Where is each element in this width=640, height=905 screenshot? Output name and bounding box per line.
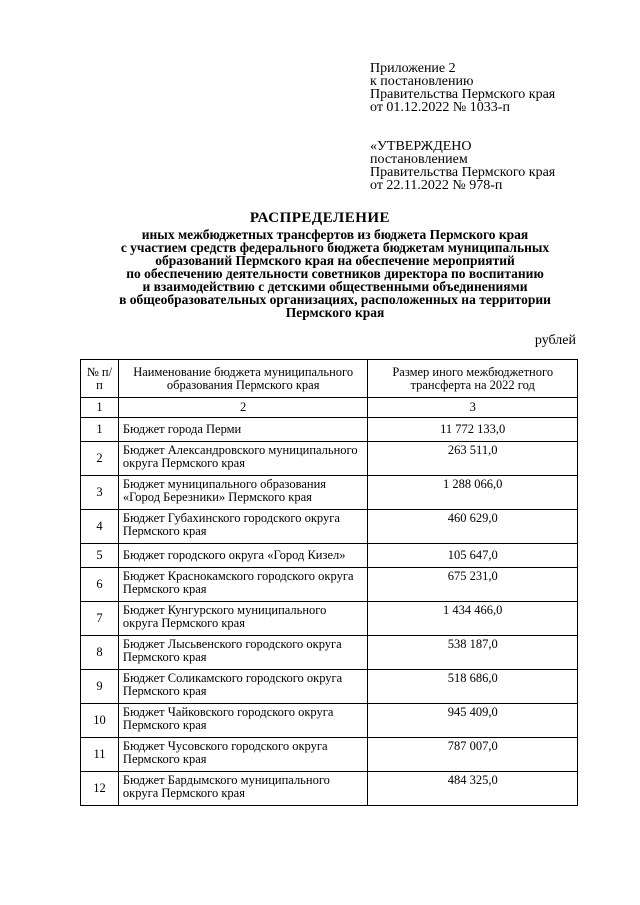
row-num: 6: [81, 568, 119, 602]
header-name: Наименование бюджета муниципального образования Пермского края: [118, 360, 367, 398]
row-amount: 1 434 466,0: [368, 602, 578, 636]
row-num: 3: [81, 476, 119, 510]
index-cell: 2: [118, 398, 367, 418]
row-amount: 787 007,0: [368, 738, 578, 772]
row-name: Бюджет Краснокамского городского округа Пермского края: [118, 568, 367, 602]
table-row: [81, 704, 578, 738]
table-row: [81, 670, 578, 704]
approval-stamp-text: [370, 140, 555, 192]
row-amount: 263 511,0: [368, 442, 578, 476]
subtitle-line: и взаимодействию с детскими общественными объединениями: [142, 279, 528, 294]
table-row: [81, 568, 578, 602]
table-row: [81, 442, 578, 476]
header-amount: Размер иного межбюджетного трансферта на 2022 год: [368, 360, 578, 398]
document-subtitle: [70, 228, 600, 319]
index-cell: 3: [368, 398, 578, 418]
table-index-row: [81, 398, 578, 418]
row-amount: 11 772 133,0: [368, 418, 578, 442]
row-name: Бюджет Соликамского городского округа Пермского края: [118, 670, 367, 704]
row-amount: 518 686,0: [368, 670, 578, 704]
header-num: № п/п: [81, 360, 119, 398]
appendix-line: Приложение 2: [370, 61, 456, 76]
row-num: 12: [81, 772, 119, 806]
table-row: [81, 738, 578, 772]
row-amount: 675 231,0: [368, 568, 578, 602]
row-num: 5: [81, 544, 119, 568]
row-amount: 1 288 066,0: [368, 476, 578, 510]
row-amount: 945 409,0: [368, 704, 578, 738]
row-num: 4: [81, 510, 119, 544]
row-amount: 105 647,0: [368, 544, 578, 568]
subtitle-line: в общеобразовательных организациях, расположенных на территории: [119, 292, 551, 307]
distribution-table: [80, 359, 578, 806]
units-label: рублей: [534, 333, 576, 348]
row-name: Бюджет Лысьвенского городского округа Пермского края: [118, 636, 367, 670]
table-row: [81, 636, 578, 670]
document-title: РАСПРЕДЕЛЕНИЕ: [249, 210, 391, 226]
row-num: 2: [81, 442, 119, 476]
appendix-reference: [370, 62, 555, 114]
subtitle-line: образований Пермского края на обеспечение мероприятий: [155, 253, 515, 268]
row-num: 9: [81, 670, 119, 704]
approved-line: постановлением: [370, 152, 468, 167]
subtitle-line: Пермского края: [285, 305, 385, 320]
row-num: 7: [81, 602, 119, 636]
subtitle-line: иных межбюджетных трансфертов из бюджета Пермского края: [141, 227, 529, 242]
row-num: 1: [81, 418, 119, 442]
row-amount: 538 187,0: [368, 636, 578, 670]
table-row: [81, 476, 578, 510]
table-row: [81, 418, 578, 442]
row-name: Бюджет города Перми: [118, 418, 367, 442]
row-name: Бюджет городского округа «Город Кизел»: [118, 544, 367, 568]
appendix-line: к постановлению: [370, 74, 474, 89]
row-num: 11: [81, 738, 119, 772]
index-cell: 1: [81, 398, 119, 418]
subtitle-line: с участием средств федерального бюджета бюджетам муниципальных: [120, 240, 550, 255]
row-num: 10: [81, 704, 119, 738]
row-name: Бюджет Чусовского городского округа Пермского края: [118, 738, 367, 772]
row-name: Бюджет Кунгурского муниципального округа Пермского края: [118, 602, 367, 636]
approved-line: «УТВЕРЖДЕНО: [370, 139, 472, 154]
row-amount: 484 325,0: [368, 772, 578, 806]
approved-line: от 22.11.2022 № 978-п: [370, 178, 503, 193]
row-name: Бюджет Александровского муниципального округа Пермского края: [118, 442, 367, 476]
table-row: [81, 772, 578, 806]
row-name: Бюджет Губахинского городского округа Пермского края: [118, 510, 367, 544]
appendix-line: от 01.12.2022 № 1033-п: [370, 100, 510, 115]
row-name: Бюджет Чайковского городского округа Пермского края: [118, 704, 367, 738]
table-row: [81, 510, 578, 544]
row-name: Бюджет Бардымского муниципального округа Пермского края: [118, 772, 367, 806]
approved-line: Правительства Пермского края: [370, 165, 556, 180]
row-name: Бюджет муниципального образования «Город Березники» Пермского края: [118, 476, 367, 510]
row-num: 8: [81, 636, 119, 670]
table-header-row: [81, 360, 578, 398]
subtitle-line: по обеспечению деятельности советников директора по воспитанию: [126, 266, 544, 281]
table-row: [81, 544, 578, 568]
table-row: [81, 602, 578, 636]
appendix-line: Правительства Пермского края: [370, 87, 556, 102]
row-amount: 460 629,0: [368, 510, 578, 544]
